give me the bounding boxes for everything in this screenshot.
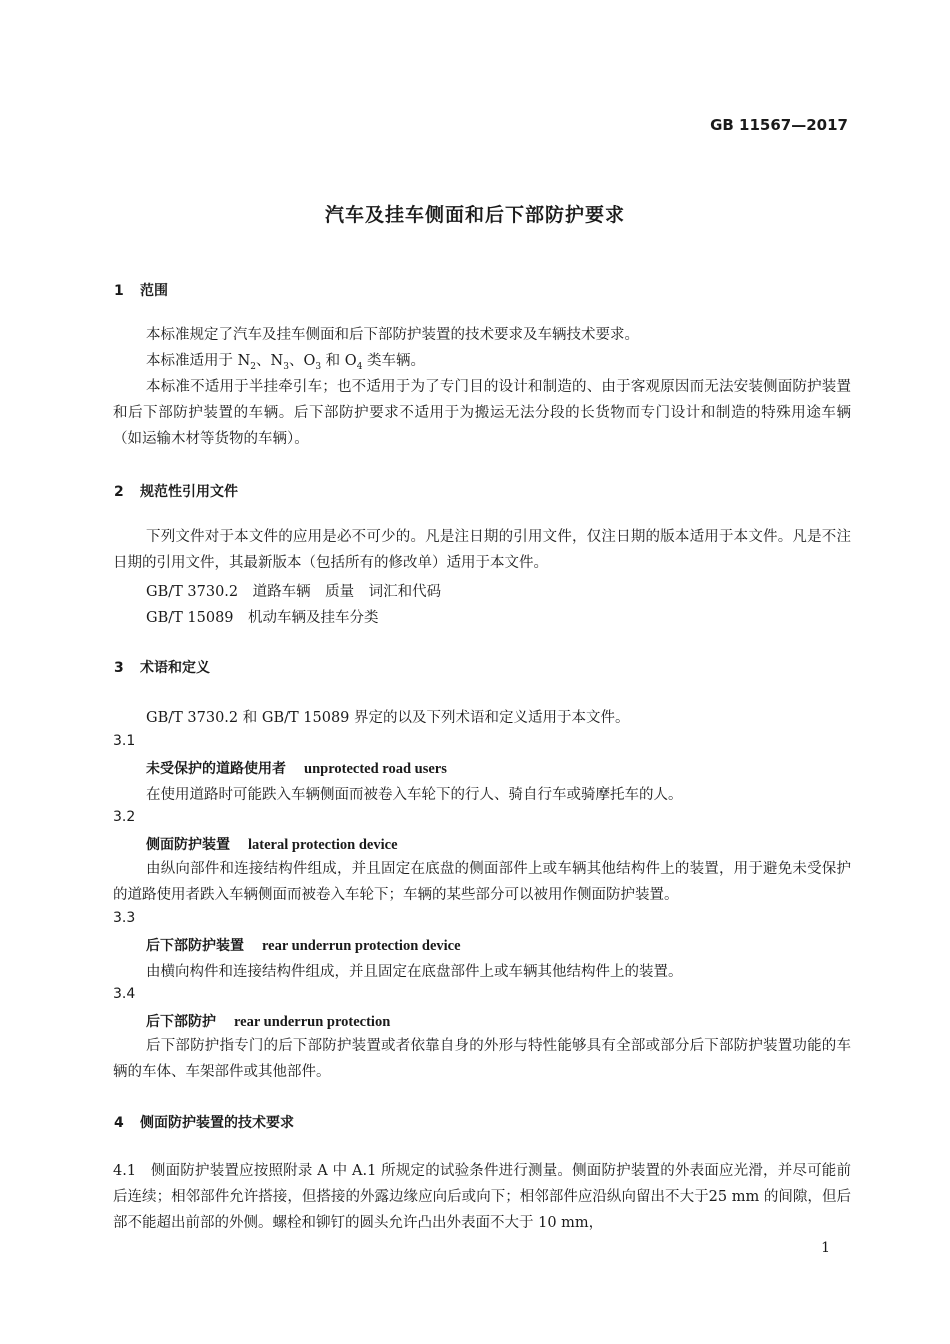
section-title: 范围 <box>140 283 168 299</box>
paragraph: 本标准不适用于半挂牵引车；也不适用于为了专门目的设计和制造的、由于客观原因而无法安装侧面防护装置和后下部防护装置的车辆。后下部防护要求不适用于为搬运无法分段的长货物而专门设计和制造的特殊用途车辆（如运输木材等货物的车辆）。 <box>113 379 851 447</box>
clause-number: 3.2 <box>113 809 136 825</box>
section-title: 规范性引用文件 <box>140 484 238 500</box>
section-title: 侧面防护装置的技术要求 <box>140 1115 294 1131</box>
section-title: 术语和定义 <box>140 660 210 676</box>
term-definition: 后下部防护指专门的后下部防护装置或者依靠自身的外形与特性能够具有全部或部分后下部防护装置功能的车辆的车体、车架部件或其他部件。 <box>113 1038 851 1080</box>
term-definition: 在使用道路时可能跌入车辆侧面而被卷入车轮下的行人、骑自行车或骑摩托车的人。 <box>146 787 683 803</box>
clause-number: 3.1 <box>113 733 136 749</box>
section-number: 4 <box>114 1115 124 1131</box>
clause-number: 3.3 <box>113 910 136 926</box>
reference-item: GB/T 3730.2 道路车辆 质量 词汇和代码 <box>146 584 442 600</box>
term-definition: 由纵向部件和连接结构件组成，并且固定在底盘的侧面部件上或车辆其他结构件上的装置，用于避免未受保护的道路使用者跌入车辆侧面而被卷入车轮下；车辆的某些部分可以被用作侧面防护装置。 <box>113 861 851 903</box>
term-definition: 由横向构件和连接结构件组成，并且固定在底盘部件上或车辆其他结构件上的装置。 <box>146 964 683 980</box>
reference-item: GB/T 15089 机动车辆及挂车分类 <box>146 610 379 626</box>
paragraph: 本标准规定了汽车及挂车侧面和后下部防护装置的技术要求及车辆技术要求。 <box>146 327 639 343</box>
paragraph: 下列文件对于本文件的应用是必不可少的。凡是注日期的引用文件，仅注日期的版本适用于本文件。凡是不注日期的引用文件，其最新版本（包括所有的修改单）适用于本文件。 <box>113 529 851 571</box>
clause-number: 3.4 <box>113 986 136 1002</box>
page-number: 1 <box>821 1240 830 1256</box>
paragraph: GB/T 3730.2 和 GB/T 15089 界定的以及下列术语和定义适用于本文件。 <box>146 710 630 726</box>
clause-4-1: 4.1 侧面防护装置应按照附录 A 中 A.1 所规定的试验条件进行测量。侧面防护装置的外表面应光滑，并尽可能前后连续；相邻部件允许搭接，但搭接的外露边缘应向后或向下；相邻部件应沿纵向留出不大于25 mm 的间隙，但后部不能超出前部的外侧。螺栓和铆钉的圆头允许凸出外表面不大于 10 mm， <box>113 1163 851 1231</box>
section-number: 3 <box>114 660 124 676</box>
term-title: 未受保护的道路使用者 unprotected road users <box>146 761 447 777</box>
section-4-heading <box>114 1112 294 1132</box>
paragraph: 本标准适用于 $N_2$、$N_3$、$O_3$ 和 $O_4$ 类车辆。 <box>146 353 426 372</box>
document-title: 汽车及挂车侧面和后下部防护要求 <box>324 204 625 226</box>
section-1-heading <box>114 280 168 300</box>
section-number: 1 <box>114 283 124 299</box>
term-title: 后下部防护 rear underrun protection <box>146 1014 391 1030</box>
term-title: 后下部防护装置 rear underrun protection device <box>146 938 461 954</box>
term-title: 侧面防护装置 lateral protection device <box>146 837 398 853</box>
section-2-heading <box>114 481 238 501</box>
section-number: 2 <box>114 484 124 500</box>
section-3-heading <box>114 657 210 677</box>
standard-number: GB 11567—2017 <box>710 116 848 134</box>
